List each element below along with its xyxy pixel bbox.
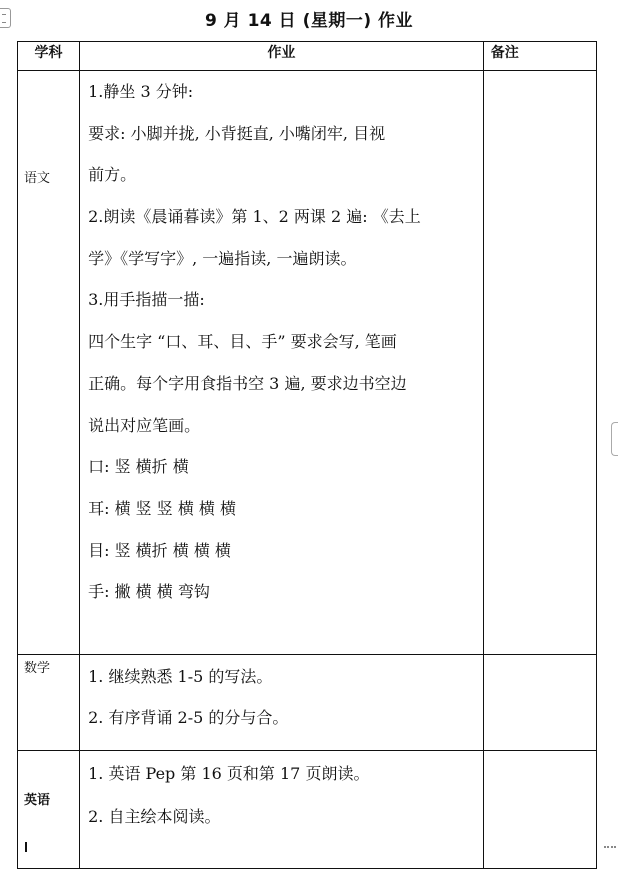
homework-line: 口: 竖 横折 横 (88, 457, 189, 477)
header-homework: 作业 (80, 42, 484, 71)
table-header-row (18, 42, 597, 71)
table-row (18, 71, 597, 655)
subject-cell (18, 71, 80, 655)
homework-line: 2. 自主绘本阅读。 (88, 807, 221, 826)
homework-line: 前方。 (88, 165, 137, 185)
table-row (18, 655, 597, 751)
notes-cell (483, 71, 596, 655)
homework-line: 1.静坐 3 分钟: (88, 82, 194, 101)
text-cursor (25, 842, 27, 852)
homework-line: 1. 英语 Pep 第 16 页和第 17 页朗读。 (88, 764, 370, 783)
homework-line: 1. 继续熟悉 1-5 的写法。 (88, 667, 273, 686)
homework-line: 2.朗读《晨诵暮读》第 1、2 两课 2 遍: 《去上 (88, 207, 421, 227)
homework-line: 正确。每个字用食指书空 3 遍, 要求边书空边 (88, 373, 407, 393)
homework-line: 2. 有序背诵 2-5 的分与合。 (88, 708, 289, 727)
homework-line: 耳: 横 竖 竖 横 横 横 (88, 498, 237, 518)
notes-cell (483, 751, 596, 869)
homework-table (17, 41, 597, 869)
side-panel-handle[interactable] (611, 422, 618, 456)
header-subject: 学科 (18, 42, 80, 71)
homework-line: 学》《学写字》, 一遍指读, 一遍朗读。 (88, 248, 357, 268)
subject-label: 英语 (24, 793, 51, 808)
homework-line: 3.用手指描一描: (88, 290, 205, 310)
table-row (18, 751, 597, 869)
page-title: 9 月 14 日 (星期一) 作业 (204, 11, 414, 31)
homework-line: 说出对应笔画。 (88, 415, 201, 435)
homework-cell (80, 71, 484, 655)
homework-cell (80, 655, 484, 751)
homework-line: 目: 竖 横折 横 横 横 (88, 540, 231, 560)
homework-line: 要求: 小脚并拢, 小背挺直, 小嘴闭牢, 目视 (88, 123, 386, 143)
homework-line: 手: 撇 横 横 弯钩 (88, 582, 210, 602)
page-corner-mark (604, 846, 616, 852)
homework-cell (80, 751, 484, 869)
subject-label: 数学 (24, 661, 51, 676)
homework-line: 四个生字 “口、耳、目、手” 要求会写, 笔画 (88, 332, 397, 352)
notes-cell (483, 655, 596, 751)
header-notes: 备注 (483, 42, 596, 71)
subject-cell (18, 655, 80, 751)
subject-label: 语文 (24, 171, 51, 186)
